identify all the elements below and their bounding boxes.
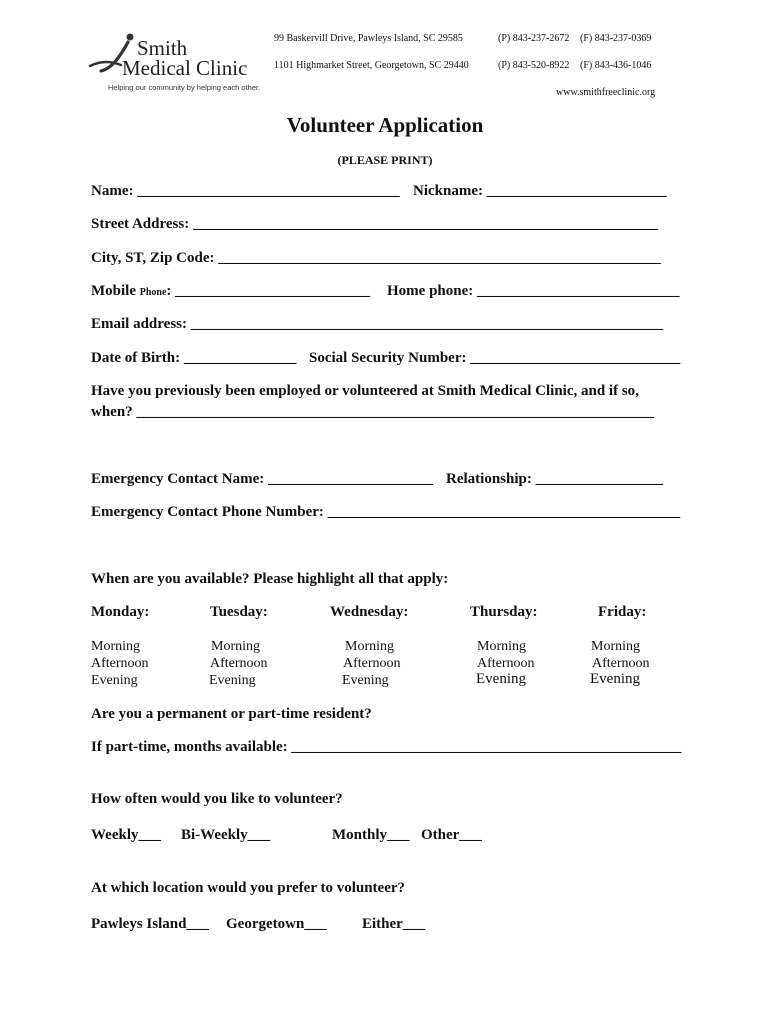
friday-morning[interactable]: Morning	[591, 639, 640, 654]
mobile-line: : __________________________	[166, 283, 371, 299]
tuesday-evening[interactable]: Evening	[209, 673, 256, 688]
availability-question: When are you available? Please highlight all that apply:	[91, 571, 449, 587]
page-subtitle: (PLEASE PRINT)	[337, 153, 433, 167]
nickname-field[interactable]: Nickname: ________________________	[413, 183, 667, 199]
wednesday-morning[interactable]: Morning	[345, 639, 394, 654]
other-option[interactable]: Other___	[421, 827, 482, 843]
friday-evening[interactable]: Evening	[590, 671, 640, 687]
monday-evening[interactable]: Evening	[91, 673, 138, 688]
frequency-question: How often would you like to volunteer?	[91, 791, 343, 807]
mobile-label-small: Phone	[139, 287, 167, 298]
friday-afternoon[interactable]: Afternoon	[592, 656, 650, 671]
day-tuesday: Tuesday:	[210, 604, 268, 620]
logo-tagline: Helping our community by helping each other.	[108, 83, 261, 92]
fax-georgetown: (F) 843-436-1046	[580, 60, 652, 71]
monday-morning[interactable]: Morning	[91, 639, 140, 654]
phone-pawleys: (P) 843-237-2672	[498, 33, 570, 44]
mobile-label: Mobile	[91, 283, 140, 299]
email-field[interactable]: Email address: _______________________________________________________________	[91, 316, 664, 332]
months-available-field[interactable]: If part-time, months available: ____________________________________________________	[91, 739, 682, 755]
thursday-evening[interactable]: Evening	[476, 671, 526, 687]
georgetown-option[interactable]: Georgetown___	[226, 916, 327, 932]
thursday-morning[interactable]: Morning	[477, 639, 526, 654]
emergency-contact-phone-field[interactable]: Emergency Contact Phone Number: _______________________________________________	[91, 504, 681, 520]
resident-question: Are you a permanent or part-time resident?	[91, 706, 372, 722]
ssn-field[interactable]: Social Security Number: ____________________________	[309, 350, 681, 366]
wednesday-evening[interactable]: Evening	[342, 673, 389, 688]
day-monday: Monday:	[91, 604, 150, 620]
mobile-phone-field[interactable]	[91, 283, 370, 300]
dob-field[interactable]: Date of Birth: _______________	[91, 350, 297, 366]
street-address-field[interactable]: Street Address: ______________________________________________________________	[91, 216, 658, 232]
tuesday-morning[interactable]: Morning	[211, 639, 260, 654]
biweekly-option[interactable]: Bi-Weekly___	[181, 827, 271, 843]
either-option[interactable]: Either___	[362, 916, 426, 932]
previous-employment-field[interactable]: when? _____________________________________________________________________	[91, 404, 654, 420]
weekly-option[interactable]: Weekly___	[91, 827, 161, 843]
thursday-afternoon[interactable]: Afternoon	[477, 656, 535, 671]
wednesday-afternoon[interactable]: Afternoon	[343, 656, 401, 671]
previous-employment-question: Have you previously been employed or volunteered at Smith Medical Clinic, and if so,	[91, 383, 639, 399]
pawleys-island-option[interactable]: Pawleys Island___	[91, 916, 209, 932]
home-phone-field[interactable]: Home phone: ___________________________	[387, 283, 680, 299]
day-thursday: Thursday:	[470, 604, 538, 620]
fax-pawleys: (F) 843-237-0369	[580, 33, 652, 44]
name-field[interactable]: Name: ___________________________________	[91, 183, 400, 199]
city-zip-field[interactable]: City, ST, Zip Code: ___________________________________________________________	[91, 250, 661, 266]
emergency-contact-name-field[interactable]: Emergency Contact Name: ______________________	[91, 471, 434, 487]
monday-afternoon[interactable]: Afternoon	[91, 656, 149, 671]
logo-name-line1: Smith	[137, 36, 188, 60]
monthly-option[interactable]: Monthly___	[332, 827, 410, 843]
address-pawleys: 99 Baskervill Drive, Pawleys Island, SC 29585	[274, 33, 463, 44]
address-georgetown: 1101 Highmarket Street, Georgetown, SC 29440	[274, 60, 469, 71]
website-link[interactable]: www.smithfreeclinic.org	[556, 87, 656, 98]
page-title: Volunteer Application	[286, 113, 484, 137]
location-question: At which location would you prefer to volunteer?	[91, 880, 406, 896]
phone-georgetown: (P) 843-520-8922	[498, 60, 570, 71]
logo-name-line2: Medical Clinic	[122, 56, 248, 80]
relationship-field[interactable]: Relationship: _________________	[446, 471, 664, 487]
day-friday: Friday:	[598, 604, 647, 620]
day-wednesday: Wednesday:	[330, 604, 409, 620]
tuesday-afternoon[interactable]: Afternoon	[210, 656, 268, 671]
